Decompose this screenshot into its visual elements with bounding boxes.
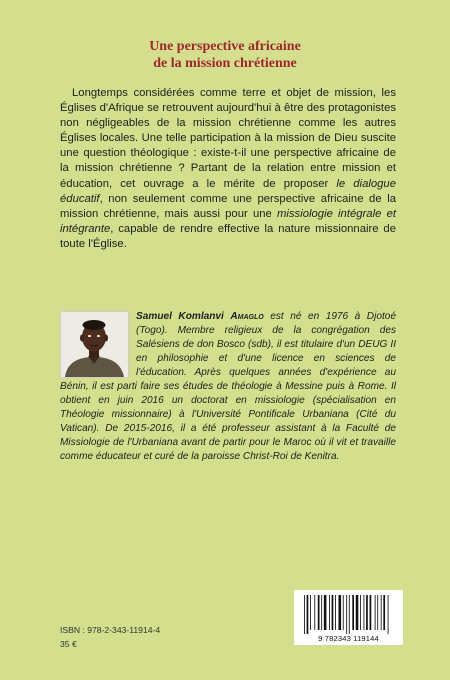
isbn-number: ISBN : 978-2-343-11914-4 [60, 625, 161, 635]
barcode-bar [343, 595, 344, 630]
barcode-bar [329, 595, 330, 630]
barcode-bar [307, 595, 309, 634]
barcode-bar [346, 595, 347, 634]
author-portrait-photo [60, 311, 129, 378]
barcode-bar [360, 595, 361, 630]
author-bio-text: est né en 1976 à Djotoé (Togo). Membre religieux de la congrégation des Salésiens de don Bosco (sdb), il est titulaire d'un DEUG II en philosophie et d'une licence en sciences de l'éducation. Après quelques années d'expérience au Bénin, il est parti faire ses études de théologie à Messine puis à Rome. Il obtient en juin 2016 un doctorat en missiologie (spécialisation en Théologie missionnaire) à l'Université Pontificale Urbaniana (Cité du Vatican). De 2015-2016, il a été professeur assistant à la Faculté de Missiologie de l'Urbaniana avant de partir pour le Maroc où il vit et travaille comme éducateur et curé de la paroisse Christ-Roi de Kenitra. [60, 311, 396, 462]
barcode-bar [381, 595, 382, 630]
barcode-bar [332, 595, 334, 630]
barcode-bar [375, 595, 376, 630]
title-line-1: Une perspective africaine [149, 39, 301, 54]
portrait-icon [61, 312, 128, 377]
barcode-bar [318, 595, 320, 630]
author-first-name: Samuel Komlanvi [136, 311, 231, 322]
barcode-bar [377, 595, 378, 630]
barcode-bar [304, 595, 305, 634]
book-title [0, 38, 450, 72]
summary-text-3: , capable de rendre effective la nature missionnaire de toute l'Église. [60, 222, 396, 250]
summary-text-1: Longtemps considérées comme terre et objet de mission, les Églises d'Afrique se retrouvent aujourd'hui à être des protagonistes non négligeables de la mission chrétienne comme les autres Églises locales. Une telle participation à la mission de Dieu suscite une question théologique : existe-t-il une perspective africaine de la mission chrétienne ? Partant de la relation entre mission et éducation, cet ouvrage a le mérite de proposer [60, 87, 396, 190]
barcode-bar [339, 595, 342, 630]
barcode-bar [349, 595, 350, 634]
barcode-bar [321, 595, 322, 630]
barcode-bar [335, 595, 336, 630]
title-line-2: de la mission chrétienne [153, 56, 297, 71]
barcode-bar [324, 595, 327, 630]
summary-italic-1: le dialogue éducatif [60, 177, 396, 205]
book-summary [60, 86, 396, 252]
barcode [294, 590, 403, 645]
barcode-bar [364, 595, 365, 630]
summary-text-2: , non seulement comme une perspective africaine de la mission chrétienne, mais aussi pour une [60, 192, 396, 220]
barcode-digits: 9 782343 119144 [318, 634, 379, 643]
barcode-bar [310, 595, 311, 630]
book-price: 35 € [60, 639, 77, 649]
barcode-bar [383, 595, 385, 630]
barcode-bar [356, 595, 359, 630]
barcode-bar [370, 595, 372, 630]
author-name [136, 311, 264, 322]
author-last-name: Amaglo [230, 311, 264, 322]
barcode-icon [300, 595, 397, 634]
barcode-bar [352, 595, 354, 630]
barcode-bar [366, 595, 368, 630]
barcode-bar [388, 595, 389, 634]
summary-italic-2: missiologie intégrale et intégrante [60, 207, 396, 235]
barcode-bar [314, 595, 315, 630]
